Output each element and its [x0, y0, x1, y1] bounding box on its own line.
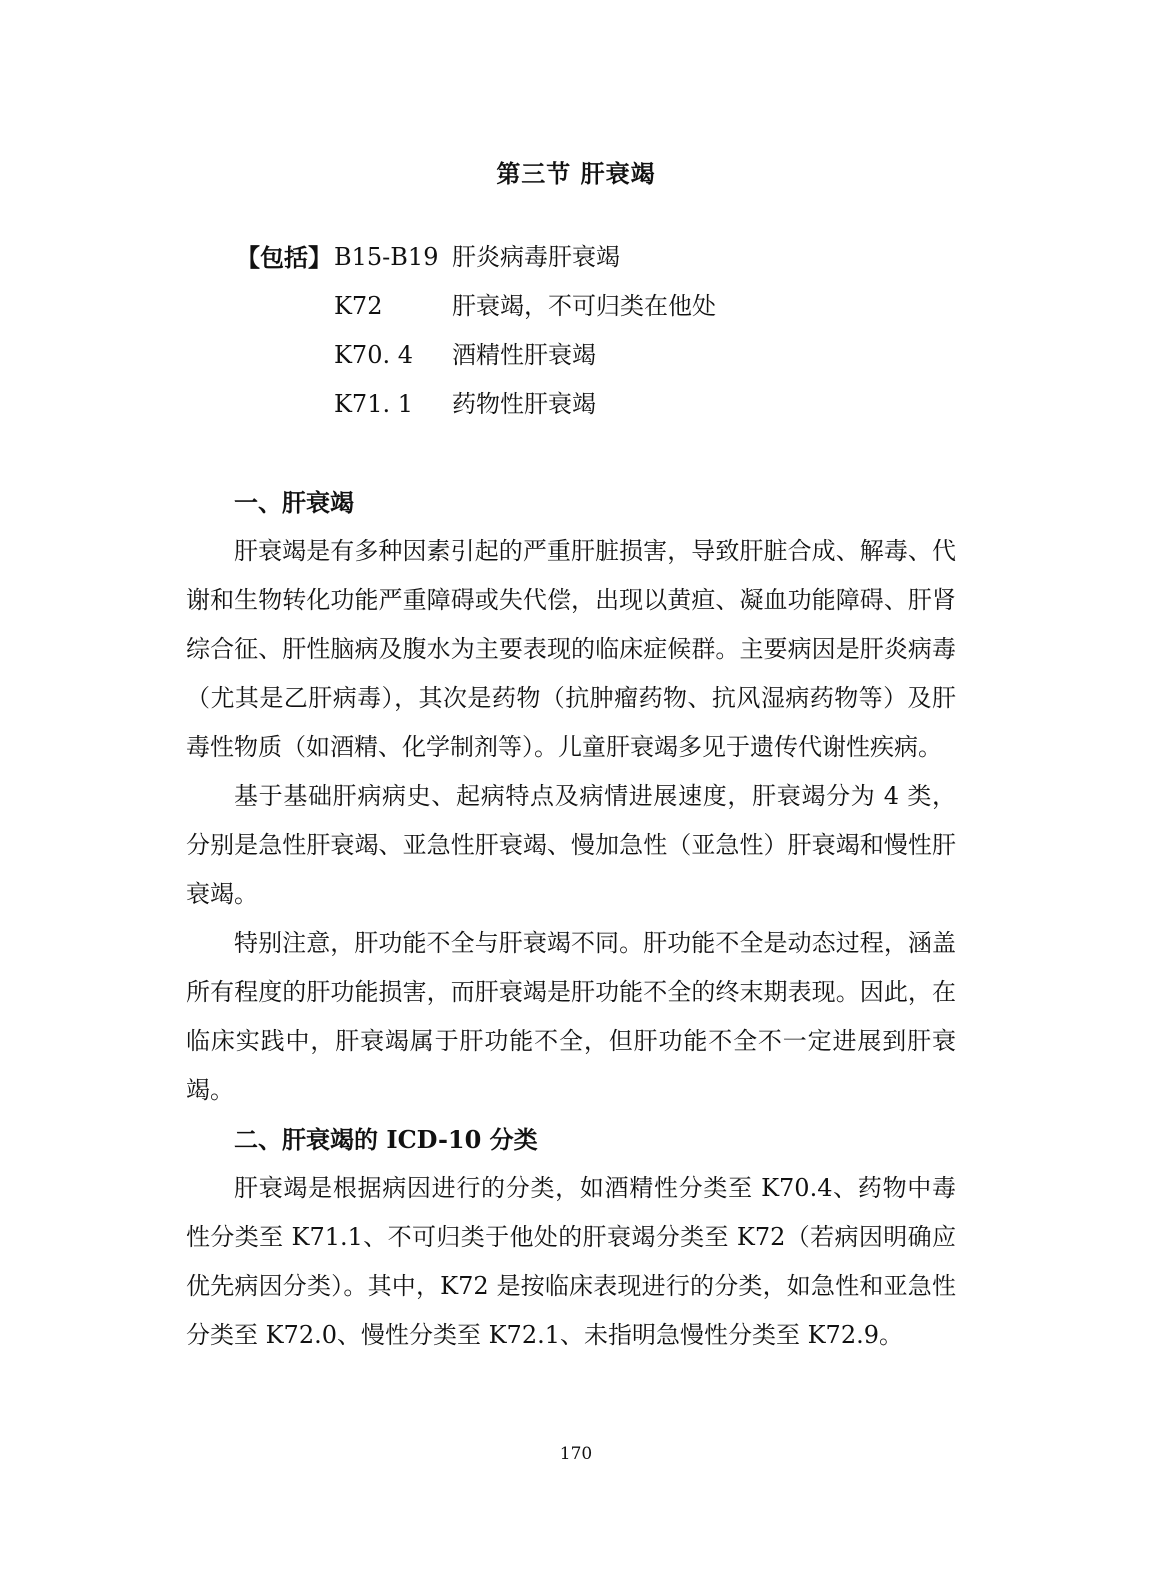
icd-description: 药物性肝衰竭: [452, 390, 596, 418]
icd-code: K72: [334, 292, 383, 320]
includes-label-spacer: [236, 380, 334, 429]
includes-row: [236, 233, 716, 282]
icd-code: K71. 1: [334, 390, 413, 418]
includes-row: [236, 380, 716, 429]
includes-label-spacer: [236, 282, 334, 331]
main-content: [186, 478, 956, 1360]
icd-code: K70. 4: [334, 341, 413, 369]
section-heading: 二、肝衰竭的 ICD-10 分类: [234, 1125, 538, 1154]
body-paragraph: 基于基础肝病病史、起病特点及病情进展速度，肝衰竭分为 4 类，分别是急性肝衰竭、亚急性肝衰竭、慢加急性（亚急性）肝衰竭和慢性肝衰竭。: [186, 782, 956, 908]
section-title: 第三节 肝衰竭: [496, 159, 656, 188]
body-paragraph: 肝衰竭是根据病因进行的分类，如酒精性分类至 K70.4、药物中毒性分类至 K71.1、不可归类于他处的肝衰竭分类至 K72（若病因明确应优先病因分类）。其中，K72 是按临床表现进行的分类，如急性和亚急性分类至 K72.0、慢性分类至 K72.1、未指明急慢性分类至 K72.9。: [186, 1174, 956, 1349]
body-paragraph: 特别注意，肝功能不全与肝衰竭不同。肝功能不全是动态过程，涵盖所有程度的肝功能损害，而肝衰竭是肝功能不全的终末期表现。因此，在临床实践中，肝衰竭属于肝功能不全，但肝功能不全不一定进展到肝衰竭。: [186, 929, 956, 1104]
icd-code: B15-B19: [334, 243, 439, 271]
section-heading: 一、肝衰竭: [234, 488, 354, 517]
includes-label-spacer: [236, 331, 334, 380]
body-paragraph: 肝衰竭是有多种因素引起的严重肝脏损害，导致肝脏合成、解毒、代谢和生物转化功能严重障碍或失代偿，出现以黄疸、凝血功能障碍、肝肾综合征、肝性脑病及腹水为主要表现的临床症候群。主要病因是肝炎病毒（尤其是乙肝病毒），其次是药物（抗肿瘤药物、抗风湿病药物等）及肝毒性物质（如酒精、化学制剂等）。儿童肝衰竭多见于遗传代谢性疾病。: [186, 537, 956, 761]
includes-block: [236, 233, 716, 429]
includes-label: 【包括】: [236, 243, 332, 272]
icd-description: 肝衰竭，不可归类在他处: [452, 292, 716, 320]
page-number: 170: [559, 1444, 593, 1464]
includes-row: [236, 282, 716, 331]
includes-row: [236, 331, 716, 380]
icd-description: 酒精性肝衰竭: [452, 341, 596, 369]
icd-description: 肝炎病毒肝衰竭: [452, 243, 620, 271]
